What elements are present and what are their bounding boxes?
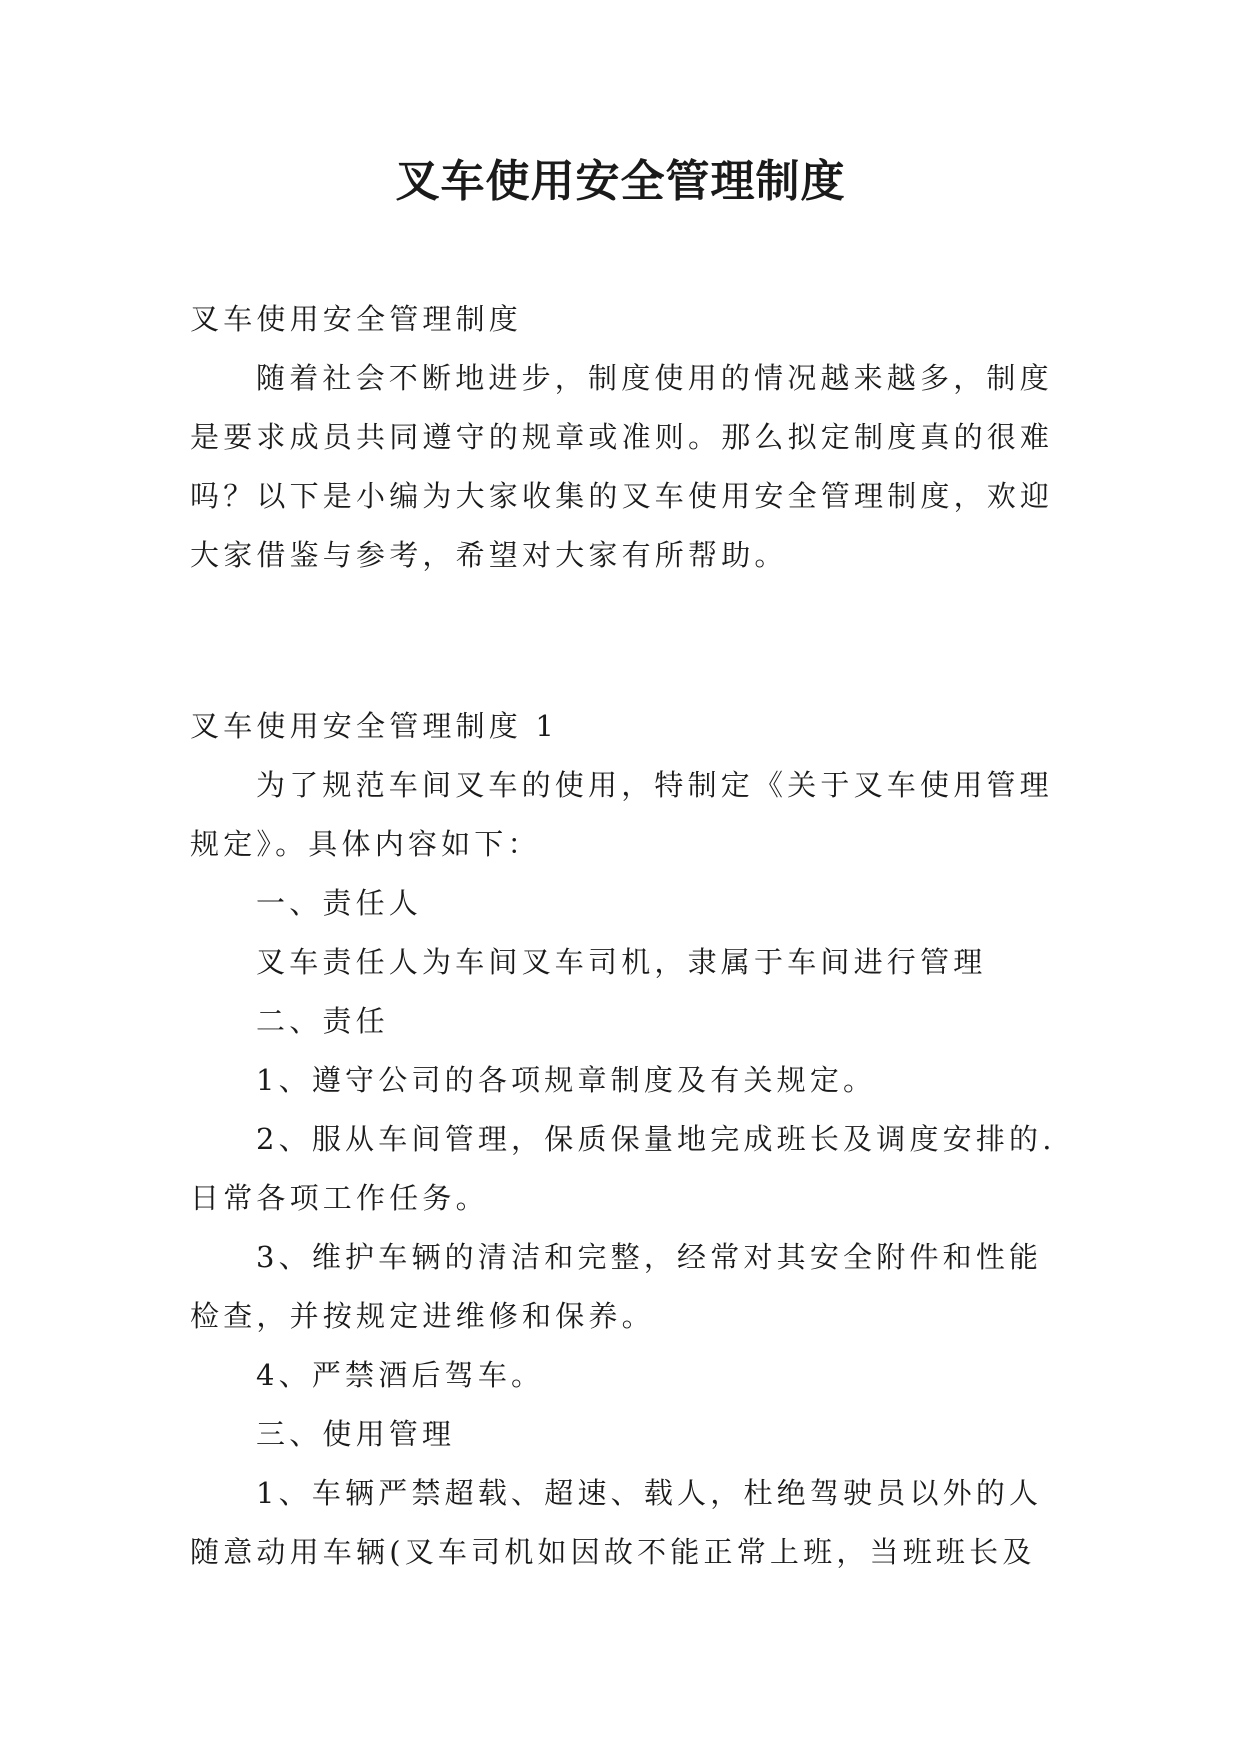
section-heading-intro: 叉车使用安全管理制度 bbox=[190, 302, 523, 336]
intro-paragraph: 随着社会不断地进步，制度使用的情况越来越多，制度是要求成员共同遵守的规章或准则。那么拟定制度真的很难吗？以下是小编为大家收集的叉车使用安全管理制度，欢迎大家借鉴与参考，希望对大家有所帮助。 bbox=[190, 361, 1054, 572]
subheading-responsibilities: 二、责任 bbox=[256, 1004, 389, 1038]
paragraph-purpose: 为了规范车间叉车的使用，特制定《关于叉车使用管理规定》。具体内容如下： bbox=[190, 768, 1053, 861]
list-item: 3、维护车辆的清洁和完整，经常对其安全附件和性能检查，并按规定进维修和保养。 bbox=[190, 1240, 1043, 1333]
list-item: 1、车辆严禁超载、超速、载人，杜绝驾驶员以外的人随意动用车辆(叉车司机如因故不能正常上班，当班班长及 bbox=[190, 1476, 1043, 1569]
subheading-usage-management: 三、使用管理 bbox=[256, 1417, 456, 1451]
section-heading-1: 叉车使用安全管理制度 1 bbox=[190, 709, 559, 743]
document-title: 叉车使用安全管理制度 bbox=[395, 156, 846, 207]
document-body bbox=[190, 290, 1060, 1582]
paragraph-responsible-person: 叉车责任人为车间叉车司机，隶属于车间进行管理 bbox=[256, 945, 987, 979]
subheading-responsible-person: 一、责任人 bbox=[256, 886, 423, 920]
list-item: 1、遵守公司的各项规章制度及有关规定。 bbox=[256, 1063, 877, 1097]
list-item: 4、严禁酒后驾车。 bbox=[256, 1358, 545, 1392]
list-item: 2、服从车间管理，保质保量地完成班长及调度安排的.日常各项工作任务。 bbox=[190, 1122, 1056, 1215]
section-spacer bbox=[190, 585, 1060, 697]
